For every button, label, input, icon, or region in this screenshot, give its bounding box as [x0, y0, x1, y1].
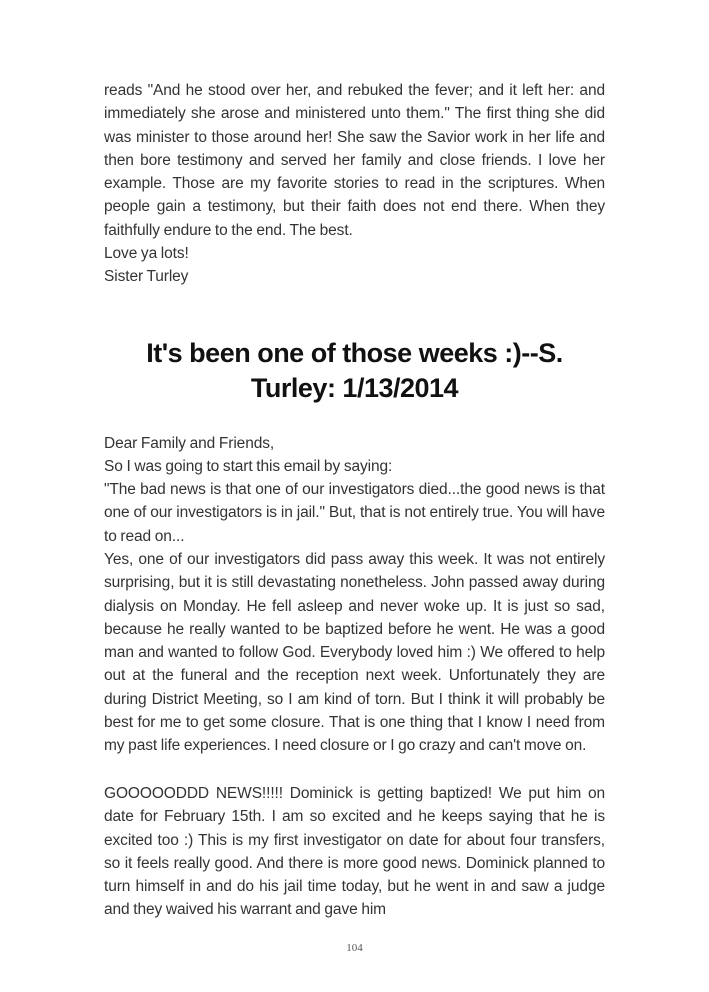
- previous-letter-paragraph: reads "And he stood over her, and rebuked the fever; and it left her: and immediately she arose and ministered unto them." The first thing she did was minister to those around her! She saw the Savior work in her life and then bore testimony and served her family and close friends. I love her example. Those are my favorite stories to read in the scriptures. When people gain a testimony, but their faith does not end there. When they faithfully endure to the end. The best.: [104, 82, 605, 239]
- previous-letter-closing: Love ya lots!: [104, 245, 189, 262]
- letter-paragraph-dominick: GOOOOODDD NEWS!!!!! Dominick is getting baptized! We put him on date for February 15th. I am so excited and he keeps saying that he is excited too :) This is my first investigator on date for about four transfers, so it feels really good. And there is more good news. Dominick planned to turn himself in and do his jail time today, but he went in and saw a judge and they waived his warrant and gave him: [104, 785, 605, 919]
- letter-quote-paragraph: "The bad news is that one of our investigators died...the good news is that one of our investigators is in jail." But, that is not entirely true. You will have to read on...: [104, 481, 605, 545]
- letter-paragraph-john: Yes, one of our investigators did pass away this week. It was not entirely surprising, but it is still devastating nonetheless. John passed away during dialysis on Monday. He fell asleep and never woke up. It is just so sad, because he really wanted to be baptized before he went. He was a good man and wanted to follow God. Everybody loved him :) We offered to help out at the funeral and the reception next week. Unfortunately they are during District Meeting, so I am kind of torn. But I think it will probably be best for me to get some closure. That is one thing that I know I need from my past life experiences. I need closure or I go crazy and can't move on.: [104, 551, 605, 754]
- previous-letter-signature: Sister Turley: [104, 268, 189, 285]
- letter-greeting: Dear Family and Friends,: [104, 435, 275, 452]
- letter-intro: So I was going to start this email by saying:: [104, 458, 393, 475]
- page-number: 104: [346, 942, 363, 954]
- letter-title: It's been one of those weeks :)--S. Turley: 1/13/2014: [146, 338, 563, 403]
